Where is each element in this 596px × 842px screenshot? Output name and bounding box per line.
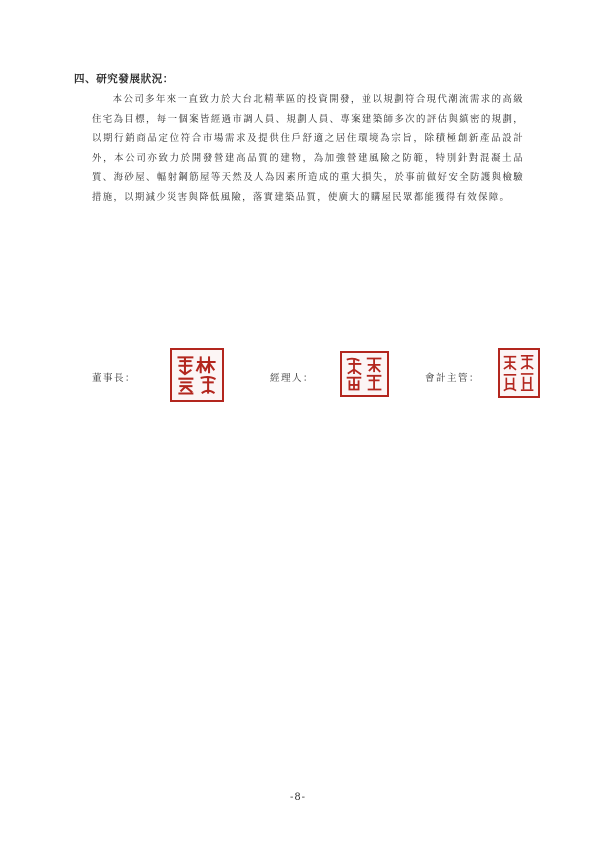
manager-seal-glyph	[342, 353, 387, 395]
accountant-seal	[498, 348, 540, 398]
manager-label: 經理人：	[270, 373, 315, 384]
manager-seal	[340, 351, 389, 397]
accountant-seal-glyph	[500, 350, 538, 396]
section-paragraph: 本公司多年來一直致力於大台北精華區的投資開發，並以規劃符合現代潮流需求的高級住宅為目標，每一個案皆經過市調人員、規劃人員、專案建築師多次的評估與縝密的規劃，以期行銷商品定位符合市場需求及提供住戶舒適之居住環境為宗旨，除積極創新產品設計外，本公司亦致力於開發營建高品質的建物，為加強營建風險之防範，特別針對混凝土品質、海砂屋、輻射鋼筋屋等天然及人為因素所造成的重大損失，於事前做好安全防護與檢驗措施，以期減少災害與降低風險，落實建築品質，使廣大的購屋民眾都能獲得有效保障。	[92, 94, 524, 203]
chairman-label: 董事長：	[92, 373, 137, 384]
section-heading: 四、研究發展狀況：	[74, 73, 174, 85]
page-number: -8-	[289, 792, 307, 803]
accountant-label: 會計主管：	[425, 373, 481, 384]
chairman-seal	[170, 348, 224, 402]
chairman-seal-glyph	[172, 350, 222, 400]
